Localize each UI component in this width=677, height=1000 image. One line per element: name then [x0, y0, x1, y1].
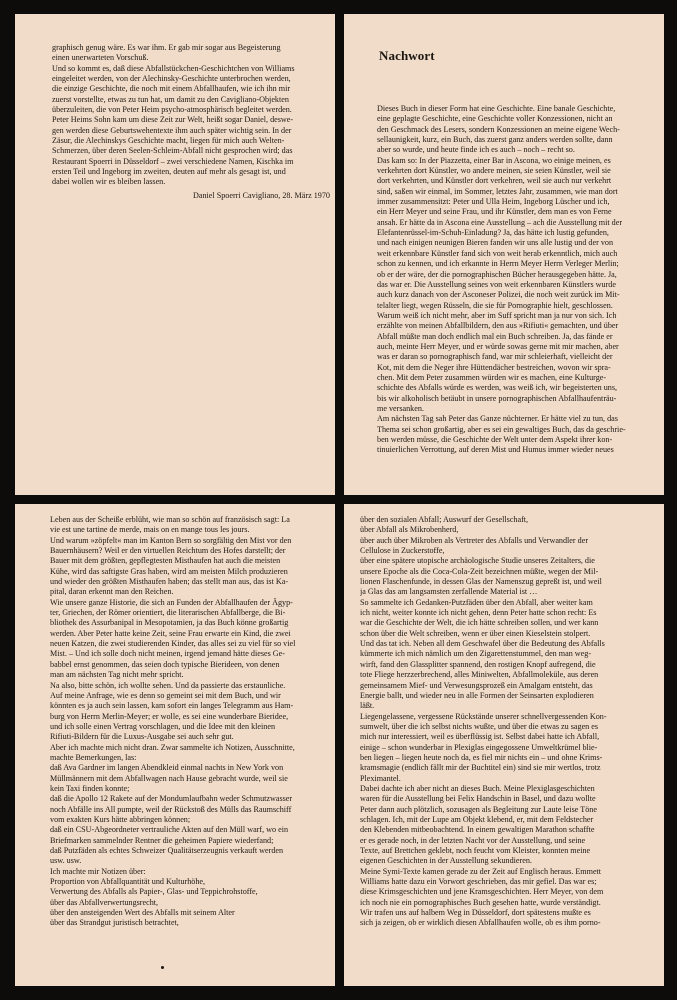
paragraph — [50, 536, 318, 598]
text-line: tinuierlichen Verrottung, auf deren Mist und Humus immer wieder neues — [377, 445, 614, 455]
signature-name: Daniel Spoerri — [193, 191, 241, 200]
text-line: sind, saßen wir einmal, im Sommer, letztes Jahr, zusammen, wie man dort — [377, 186, 618, 196]
text-line: Und so kommt es, daß diese Abfallstückchen-Geschichtchen von Williams — [52, 63, 295, 73]
paragraph — [377, 156, 641, 415]
text-line: er es gerade noch, in der letzten Nacht vor der Ausstellung, und seine — [360, 835, 586, 845]
text-line: ansah. Er hätte da in Ascona eine Ausstellung – ach die Ausstellung mit der — [377, 217, 623, 227]
text-line: auch kurz danach von der Asconeser Polizei, die noch weit zurück im Mit- — [377, 290, 620, 300]
text-line: Energie ballt, und wieder neu in alle Formen der Seinsarten explodieren — [360, 690, 594, 700]
text-line: burg von Herrn Merlin-Meyer; er wolle, es sei eine wunderbare Bieridee, — [50, 711, 289, 721]
text-line: ich nicht, weiter konnte ich nicht gehen, denn Peter hatte schon recht: Es — [360, 608, 597, 618]
text-line: immer zusammensitzt: Peter und Ulla Heim, Ingeborg Lüscher und ich, — [377, 197, 610, 207]
text-line: Rifiuti-Bildern für die Luxus-Ausgabe sei auch sehr gut. — [50, 732, 234, 742]
text-line: Pleximantel. — [360, 773, 401, 783]
text-line: me versanken. — [377, 403, 424, 413]
text-line: Zäsur, die Alechinskys Geschichte macht, liegen für mich auch Welten- — [52, 136, 285, 146]
text-line: den Geschmack des Lesers, sondern Konzessionen an meine eigene Wech- — [377, 124, 620, 134]
text-line: Peter dann auch plötzlich, sozusagen als Begleitung zur Laute leise Töne — [360, 804, 597, 814]
text-line: Ich machte mir Notizen über: — [50, 866, 146, 876]
text-line: gemeinsamem Mief- und Verwesungsprozeß ein Amalgam entsteht, das — [360, 680, 593, 690]
text-line: pital, daran erkennt man den Reichen. — [50, 587, 174, 597]
text-line: einen unerwarteten Vorschuß. — [52, 53, 149, 63]
text-line: Cellulose in Zuckerstoffe, — [360, 546, 445, 556]
text-line: noch Abfälle ins All pumpte, weil der Rückstoß des Mülls das Raumschiff — [50, 804, 292, 814]
text-line: man am nächsten Tag nicht mehr spricht. — [50, 670, 184, 680]
text-line: schon über die Welt schreiben, wenn er über einen Kieselstein stolpert. — [360, 628, 591, 638]
text-line: vie est une tartine de merde, mais on en mange tous les jours. — [50, 525, 250, 535]
chapter-heading: Nachwort — [379, 48, 435, 63]
text-line: Warum weiß ich nicht mehr, aber im Suff spricht man ja nur von sich. Ich — [377, 310, 617, 320]
text-line: erzählte von meinen Abfallbildern, den aus »Rifiuti« gemachten, und über — [377, 321, 619, 331]
text-line: über Abfall als Mikrobenherd, — [360, 525, 459, 535]
text-line: verkehrten dort Künstler, wo andere meinen, sie seien Künstler, weil sie — [377, 166, 611, 176]
paragraph — [360, 867, 630, 929]
page-bottom-right — [344, 504, 664, 986]
text-line: daß Ava Gardner im langen Abendkleid einmal nachts in New York von — [50, 763, 284, 773]
text-line: Na also, bitte schön, ich wollte sehen. Und da passierte das erstaunliche. — [50, 680, 286, 690]
text-line: sich ja zeigen, ob er wirklich diesen Abfallhaufen wolle, ob es ihm porno- — [360, 918, 601, 928]
paragraph — [360, 639, 630, 711]
text-line: Auf meine Anfrage, wie es denn so gemeint sei mit dem Buch, und wir — [50, 690, 281, 700]
text-line: und nach einigen neunigen Bieren fanden wir uns alle lustig und der von — [377, 238, 614, 248]
text-line: Meine Symi-Texte kamen gerade zu der Zeit auf Englisch heraus. Emmett — [360, 866, 602, 876]
paragraph — [360, 515, 630, 598]
page-text — [360, 515, 630, 929]
text-line: Am nächsten Tag sah Peter das Ganze nüchterner. Er hätte viel zu tun, das — [377, 414, 618, 424]
text-line: schichte des Abfalls würde es werden, was weiß ich, wir begeisterten uns, — [377, 383, 618, 393]
text-line: über den ansteigenden Wert des Abfalls mit seinem Alter — [50, 908, 235, 918]
text-line: zuerst vorstellte, etwas zu tun hat, um damit zu den Cavigliano-Objekten — [52, 94, 289, 104]
text-line: ich noch nie ein pornographisches Buch gesehen hatte, wurde verständigt. — [360, 897, 601, 907]
text-line: sumwelt, über die ich selbst nichts wußte, und über die etwas zu sagen es — [360, 721, 599, 731]
text-line: mich nur interessiert, weil es überflüssig ist. Selbst dabei hatte ich Abfall, — [360, 732, 600, 742]
text-line: daß Putzfäden als echtes Schweizer Qualitätserzeugnis verkauft werden — [50, 846, 284, 855]
paragraph — [50, 794, 318, 825]
text-line: Aber ich machte mich nicht dran. Zwar sammelte ich Notizen, Ausschnitte, — [50, 742, 295, 752]
text-line: ter, Griechen, der Römer orientiert, die literarischen Abfallberge, die Bi- — [50, 608, 286, 618]
text-line: graphisch genug wäre. Es war ihm. Er gab mir sogar aus Begeisterung — [52, 43, 281, 52]
text-line: die einzige Geschichte, die noch mit einem Abfallhaufen, wie ich ihn mir — [52, 84, 291, 94]
text-line: sellaunigkeit, kurz, ein Buch, das zuerst ganz anders werden sollte, dann — [377, 135, 613, 145]
text-line: aber so wurde, und heute finde ich es auch – noch – recht so. — [377, 145, 575, 155]
text-line: kümmerte ich mich nämlich um den Zigarettenstummel, den man weg- — [360, 649, 592, 659]
text-line: Dieses Buch in dieser Form hat eine Geschichte. Eine banale Geschichte, — [377, 104, 616, 113]
paragraph — [52, 43, 308, 64]
text-line: über das Abfallverwertungsrecht, — [50, 897, 159, 907]
text-line: weit erkennbare Künstler fand sich von weit herab erkenntlich, mich auch — [377, 248, 618, 258]
page-text — [377, 104, 641, 456]
text-line: eingeleitet werden, von der Alechinsky-Geschichte unterbrochen werden, — [52, 74, 291, 84]
paragraph — [360, 712, 630, 784]
signature-block — [193, 191, 330, 201]
text-line: telalter liegt, wegen Rüsseln, die sie für Pornographie hielt, geschlossen. — [377, 300, 613, 310]
text-line: schon zu kennen, und ich erkannte in Herrn Meyer Herrn Verleger Merlin; — [377, 259, 619, 269]
paragraph — [360, 598, 630, 639]
text-line: chen. Mit dem Peter zusammen würden wir es machen, eine Kulturge- — [377, 372, 607, 382]
paragraph — [50, 846, 318, 867]
page-text — [52, 43, 308, 188]
text-line: könnten es ja auch sein lassen, kam sofort ein langes Telegramm aus Ham- — [50, 701, 294, 711]
text-line: dabei wollen wir es bleiben lassen. — [52, 177, 166, 187]
text-line: babbel ernst genommen, das seien doch typische Bierideen, von denen — [50, 659, 280, 669]
text-line: ja Glas das am langsamsten zerfallende Material ist … — [360, 587, 538, 597]
paragraph — [50, 867, 318, 929]
text-line: Elefantenrüssel-im-Schuh-Einladung? Ja, das hätte ich lustig gefunden, — [377, 228, 609, 238]
text-line: Liegengelassene, vergessene Rückstände unserer schnellvergessenden Kon- — [360, 711, 607, 721]
text-line: läßt. — [360, 701, 375, 711]
text-line: tote Fliege herzzerbrechend, alles Miniwelten, Abfallmoleküle, aus deren — [360, 670, 599, 680]
text-line: war die Geschichte der Welt, die ich hätte schreiben sollen, und wer kann — [360, 618, 599, 628]
text-line: waren für die Ausstellung bei Felix Handschin in Basel, und dazu wollte — [360, 794, 596, 804]
text-line: usw. usw. — [50, 856, 82, 866]
text-line: Abfall müßte man doch endlich mal ein Buch schreiben. Ja, das fände er — [377, 331, 613, 341]
text-line: über den sozialen Abfall; Auswurf der Gesellschaft, — [360, 515, 529, 524]
text-line: daß ein CSU-Abgeordneter vertrauliche Akten auf den Müll warf, wo ein — [50, 825, 289, 835]
paragraph — [50, 763, 318, 794]
text-line: neuen Katzen, die zwei studierenden Kinder, das alles sei zu viel für so viel — [50, 639, 296, 649]
text-line: Verwertung des Abfalls als Papier-, Glas- und Teppichrohstoffe, — [50, 887, 258, 897]
text-line: und ich solle einen Vertrag vorschlagen, und die Idee mit den kleinen — [50, 721, 276, 731]
text-line: diese Krimsgeschichten und jene Kramsgeschichten. Herr Meyer, von dem — [360, 887, 604, 897]
text-line: machte Bemerkungen, las: — [50, 752, 137, 762]
text-line: eine geplagte Geschichte, eine Geschichte voller Konzessionen, nicht an — [377, 114, 613, 124]
text-line: auch, meinte Herr Meyer, und er würde sowas gerne mit mir machen, aber — [377, 341, 619, 351]
text-line: Das kam so: In der Piazzetta, einer Bar in Ascona, wo einige meinen, es — [377, 155, 611, 165]
text-line: einige – schon wunderbar in Plexiglas eingegossene Umweltkrümel blie- — [360, 742, 598, 752]
page-bottom-left — [15, 504, 335, 986]
text-line: unsere Epoche als die Coca-Cola-Zeit bezeichnen müßte, wegen der Mil- — [360, 566, 599, 576]
text-line: ersten Teil und Ingeborg im zweiten, deuten auf mehr als gesagt ist, und — [52, 167, 286, 177]
paragraph — [360, 784, 630, 867]
text-line: bliothek des Assurbanipal in Mesopotamien, ja das Buch könne großartig — [50, 618, 289, 628]
text-line: Texte, auf Brettchen geklebt, noch feucht vom Kleister, konnten meine — [360, 846, 591, 855]
text-line: Wie unsere ganze Historie, die sich an Funden der Abfallhaufen der Ägyp- — [50, 597, 293, 607]
page-top-left — [15, 14, 335, 495]
text-line: kramsmagie (endlich fällt mir der Buchtitel ein) sind sie mir wertlos, trotz — [360, 763, 601, 773]
paragraph — [50, 598, 318, 681]
text-line: Thema sei schon großartig, aber es sei ein gewaltiges Buch, das da geschrie- — [377, 424, 626, 434]
text-line: Müllmännern mit dem Abfallwagen nach Hause gebracht wurde, weil sie — [50, 773, 288, 783]
text-line: überzuleiten, die von Peter Heim psycho-atmosphärisch begleitet werden. — [52, 105, 292, 115]
text-line: Mist. – Und ich solle doch nicht meinen, irgend jemand hätte dieses Ge- — [50, 649, 285, 659]
paragraph — [50, 681, 318, 743]
text-line: Williams hatte dazu ein Vorwort geschrieben, das mir gefiel. Das war es; — [360, 877, 597, 887]
text-line: über eine spätere utopische archäologische Studie unseres Zeitalters, die — [360, 556, 595, 566]
text-line: Restaurant Spoerri in Düsseldorf – zwei verschiedene Namen, Kischka im — [52, 156, 294, 166]
text-line: werden. Aber Peter hatte keine Zeit, seine Frau erwarte ein Kind, die zwei — [50, 628, 291, 638]
paragraph — [52, 64, 308, 116]
paragraph — [50, 825, 318, 846]
text-line: dort verkehrten, und Künstler dort verkehren, weil sie auch nur verkehrt — [377, 176, 612, 186]
text-line: das war er. Die Ausstellung seines von weit erkennbaren Künstlers wurde — [377, 279, 616, 289]
paragraph — [377, 104, 641, 156]
text-line: ben liegen – liegen heute noch da, es fiel mir nichts ein – und ohne Krims- — [360, 752, 603, 762]
text-line: eigenen Geschichten in der Ausstellung sekundieren. — [360, 856, 532, 866]
text-line: wirft, fand den Glassplitter spannend, den rostigen Knopf aufregend, die — [360, 659, 596, 669]
text-line: Schmerzen, über deren Seelen-Schleim-Abfall nicht gesprochen wird; das — [52, 146, 293, 156]
text-line: Und das tat ich. Neben all dem Geschwafel über die Bedeutung des Abfalls — [360, 639, 605, 649]
text-line: Bauernhäusern? Weil er den virtuellen Reichtum des Hofes darstellt; der — [50, 546, 286, 556]
text-line: Proportion von Abfallquantität und Kulturhöhe, — [50, 877, 206, 887]
text-line: was er daran so pornographisch fand, war mir schleierhaft, vielleicht der — [377, 352, 613, 362]
text-line: ein Herr Meyer und seine Frau, und ihr Künstler, dem man es von Ferne — [377, 207, 612, 217]
page-text — [50, 515, 318, 929]
text-line: über auch über Mikroben als Vertreter des Abfalls und Verwandler der — [360, 535, 589, 545]
text-line: Und warum »zöpfelt« man im Kanton Bern so sorgfältig den Mist vor den — [50, 535, 292, 545]
text-line: Peter Heims Sohn kam um diese Zeit zur Welt, heißt sogar Daniel, deswe- — [52, 115, 294, 125]
text-line: lionen Flaschenfunde, in dessen Glas der Namenszug geprеßt ist, und weil — [360, 577, 602, 587]
text-line: Briefmarken sammelnder Rentner die geheimen Papiere wiederfand; — [50, 835, 274, 845]
page-top-right — [344, 14, 664, 495]
text-line: Kot, mit dem die Neger ihre Hüttendächer bestreichen, wovon wir spra- — [377, 362, 611, 372]
text-line: den Klebenden mitbeobachtend. In einem gewaltigen Marathon schaffte — [360, 825, 595, 835]
paragraph — [377, 414, 641, 455]
signature-place-date: Cavigliano, 28. März 1970 — [242, 191, 330, 200]
text-line: kein Taxi finden konnte; — [50, 783, 130, 793]
text-line: über das Strandgut juristisch betrachtet, — [50, 918, 179, 928]
paragraph — [50, 515, 318, 536]
paragraph — [52, 115, 308, 187]
paragraph — [50, 743, 318, 764]
text-line: Leben aus der Scheiße erblüht, wie man so schön auf französisch sagt: La — [50, 515, 290, 524]
text-line: ob er der wäre, der die pornographischen Bücher herausgegeben hätte. Ja, — [377, 269, 617, 279]
text-line: ben werden müsse, die Geschichte der Welt unter dem Aspekt ihrer kon- — [377, 435, 613, 444]
text-line: Dabei dachte ich aber nicht an dieses Buch. Meine Plexiglasgeschichten — [360, 783, 595, 793]
text-line: So sammelte ich Gedanken-Putzfäden über den Abfall, aber weiter kam — [360, 597, 593, 607]
text-line: vom exakten Kurs hätte abbringen können; — [50, 814, 191, 824]
text-line: daß die Apollo 12 Rakete auf der Mondumlaufbahn weder Schmutzwasser — [50, 794, 293, 804]
text-line: Wir trafen uns auf halbem Weg in Düsseldorf, dort spätestens mußte es — [360, 908, 591, 918]
text-line: gen werden diese Geburtswehentexte ihm auch später wichtig sein. In der — [52, 125, 292, 135]
text-line: und wieder den größten Misthaufen haben; das stellt man aus, das ist Ka- — [50, 577, 289, 587]
page-marker-dot — [161, 966, 164, 969]
text-line: schlagen. Ich, mit der Lupe am Objekt klebend, er, mit dem Feldstecher — [360, 814, 594, 824]
text-line: Bauer mit dem größten, gepflegtesten Misthaufen hat auch die meisten — [50, 556, 281, 566]
text-line: Kühe, wird das saftigste Gras haben, wird am meisten Milch produzieren — [50, 566, 288, 576]
text-line: bis wir alkoholisch betäubt in unsere pornographischen Abfallhaufenträu- — [377, 393, 617, 403]
